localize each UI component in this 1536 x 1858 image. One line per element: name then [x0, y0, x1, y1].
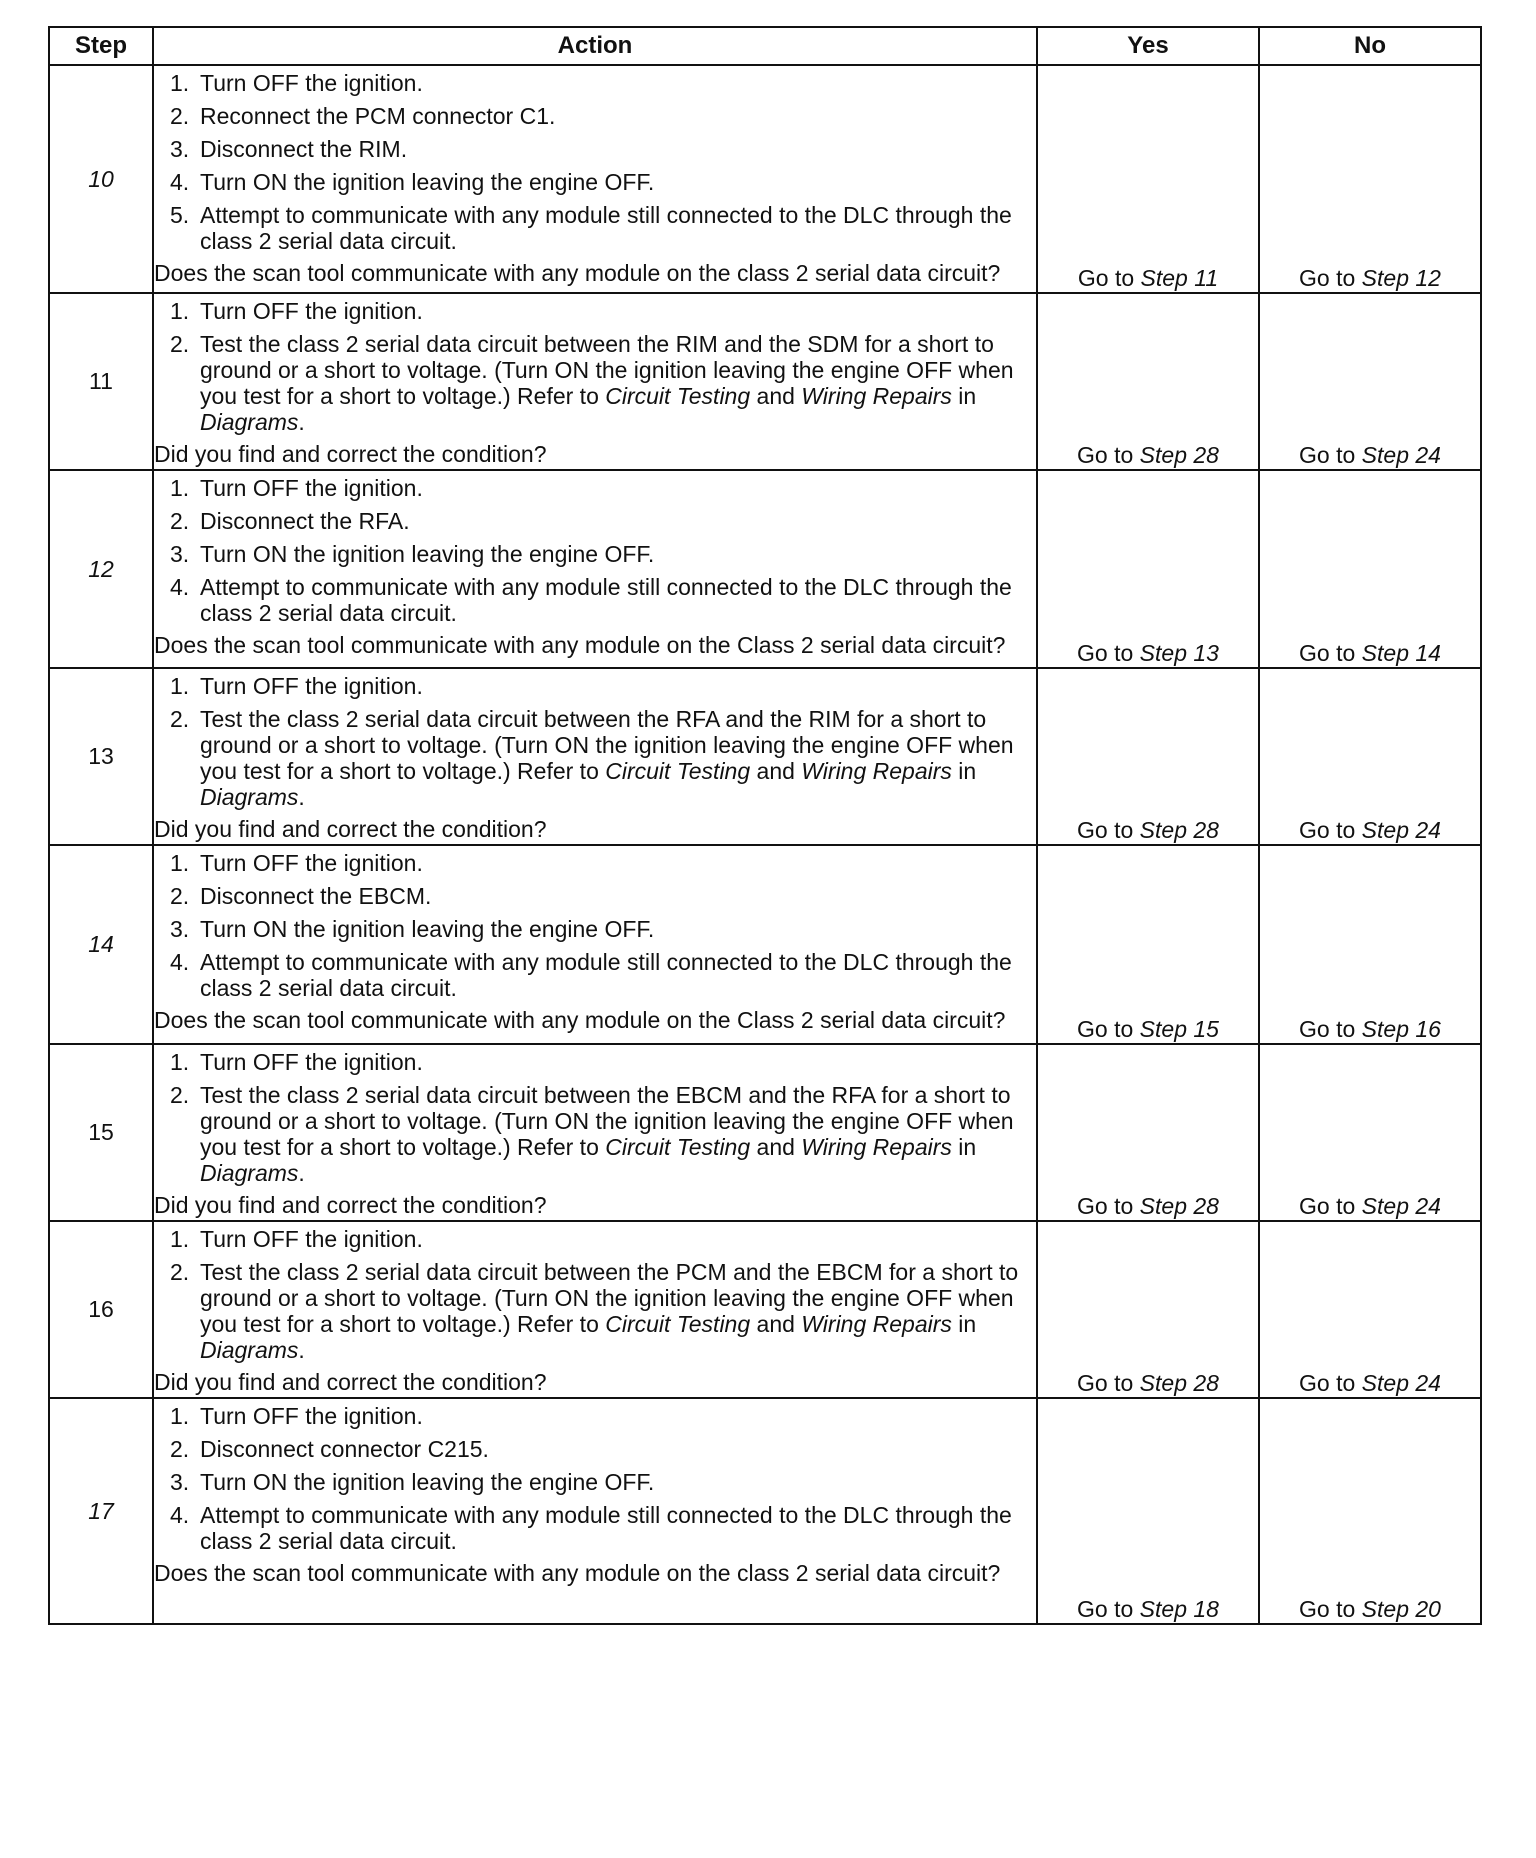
action-text: Disconnect the RFA.: [200, 508, 410, 534]
table-row: [49, 1221, 1481, 1398]
no-cell: [1259, 845, 1481, 1044]
action-cell: [153, 1398, 1037, 1624]
action-item: [154, 541, 1036, 567]
header-no: No: [1259, 27, 1481, 65]
action-item-number: 2.: [170, 508, 190, 534]
header-row: [49, 27, 1481, 65]
go-to-label: Go to: [1299, 640, 1356, 666]
action-text: Test the class 2 serial data circuit between the RFA and the RIM for a short to ground or a short to voltage. (Turn ON the ignition leaving the engine OFF when you test for a short to voltage.) Refer to: [200, 706, 1014, 784]
question-text: Did you find and correct the condition?: [154, 441, 547, 467]
action-item: [154, 1259, 1036, 1363]
action-item-number: 4.: [170, 1502, 190, 1528]
action-text: Reconnect the PCM connector C1.: [200, 103, 556, 129]
action-text: in: [951, 383, 977, 409]
action-item-number: 1.: [170, 298, 190, 324]
action-item-number: 3.: [170, 916, 190, 942]
action-cell: [153, 65, 1037, 293]
step-number: 11: [49, 293, 153, 470]
action-text: and: [750, 1134, 802, 1160]
go-to-label: Go to: [1299, 442, 1356, 468]
action-text: Turn OFF the ignition.: [200, 850, 423, 876]
go-to-label: Go to: [1077, 640, 1134, 666]
no-cell: [1259, 65, 1481, 293]
question-text: Did you find and correct the condition?: [154, 816, 547, 842]
reference-text: Diagrams: [200, 784, 299, 810]
action-list: [154, 70, 1036, 254]
reference-text: Diagrams: [200, 1160, 299, 1186]
go-to-label: Go to: [1077, 442, 1134, 468]
question-text: Does the scan tool communicate with any module on the class 2 serial data circuit?: [154, 260, 1001, 286]
action-item: [154, 331, 1036, 435]
yes-target-step: Step 28: [1139, 1193, 1219, 1219]
yes-target-step: Step 28: [1139, 1370, 1219, 1396]
action-item: [154, 1436, 1036, 1462]
no-cell: [1259, 668, 1481, 845]
action-cell: [153, 293, 1037, 470]
action-cell: [153, 1221, 1037, 1398]
reference-text: Diagrams: [200, 409, 299, 435]
action-list: [154, 1403, 1036, 1554]
no-target-step: Step 24: [1361, 817, 1441, 843]
action-text: in: [951, 758, 977, 784]
yes-target-step: Step 18: [1139, 1596, 1219, 1622]
action-item: [154, 169, 1036, 195]
action-item: [154, 883, 1036, 909]
action-item: [154, 949, 1036, 1001]
reference-text: Circuit Testing: [605, 758, 751, 784]
reference-text: Wiring Repairs: [801, 758, 952, 784]
no-target-step: Step 24: [1361, 1370, 1441, 1396]
action-cell: [153, 1044, 1037, 1221]
yes-cell: [1037, 65, 1259, 293]
action-item: [154, 1226, 1036, 1252]
action-text: Turn ON the ignition leaving the engine OFF.: [200, 916, 655, 942]
question-text: Does the scan tool communicate with any module on the Class 2 serial data circuit?: [154, 632, 1006, 658]
go-to-label: Go to: [1299, 1016, 1356, 1042]
action-item-number: 2.: [170, 1082, 190, 1108]
yes-cell: [1037, 845, 1259, 1044]
action-text: .: [298, 409, 305, 435]
yes-cell: [1037, 470, 1259, 668]
header-action: Action: [153, 27, 1037, 65]
action-item-number: 1.: [170, 475, 190, 501]
action-text: Turn OFF the ignition.: [200, 1226, 423, 1252]
action-text: Turn OFF the ignition.: [200, 1049, 423, 1075]
question-text: Did you find and correct the condition?: [154, 1369, 547, 1395]
action-text: and: [750, 383, 802, 409]
action-item: [154, 1082, 1036, 1186]
step-number: 10: [49, 65, 153, 293]
action-item-number: 3.: [170, 136, 190, 162]
reference-text: Circuit Testing: [605, 1134, 751, 1160]
action-item: [154, 1403, 1036, 1429]
action-item: [154, 202, 1036, 254]
action-item-number: 5.: [170, 202, 190, 228]
action-text: Attempt to communicate with any module still connected to the DLC through the class 2 serial data circuit.: [200, 202, 1012, 254]
action-item-number: 2.: [170, 331, 190, 357]
no-cell: [1259, 470, 1481, 668]
no-target-step: Step 16: [1361, 1016, 1441, 1042]
action-text: Turn ON the ignition leaving the engine OFF.: [200, 1469, 655, 1495]
action-text: Attempt to communicate with any module still connected to the DLC through the class 2 serial data circuit.: [200, 1502, 1012, 1554]
go-to-label: Go to: [1077, 1596, 1134, 1622]
reference-text: Wiring Repairs: [801, 1311, 952, 1337]
yes-target-step: Step 15: [1139, 1016, 1219, 1042]
action-text: Turn OFF the ignition.: [200, 475, 423, 501]
action-item-number: 3.: [170, 541, 190, 567]
action-item: [154, 1469, 1036, 1495]
action-item: [154, 298, 1036, 324]
no-cell: [1259, 1221, 1481, 1398]
yes-target-step: Step 11: [1140, 265, 1219, 291]
action-item-number: 4.: [170, 169, 190, 195]
action-cell: [153, 470, 1037, 668]
action-item: [154, 475, 1036, 501]
action-list: [154, 850, 1036, 1001]
no-target-step: Step 24: [1361, 1193, 1441, 1219]
action-list: [154, 298, 1036, 435]
table-row: [49, 845, 1481, 1044]
action-text: .: [298, 1337, 305, 1363]
go-to-label: Go to: [1077, 1193, 1134, 1219]
go-to-label: Go to: [1077, 1370, 1134, 1396]
action-item: [154, 1049, 1036, 1075]
action-item: [154, 574, 1036, 626]
action-list: [154, 1226, 1036, 1363]
action-item: [154, 706, 1036, 810]
action-text: Turn OFF the ignition.: [200, 70, 423, 96]
step-number: 17: [49, 1398, 153, 1624]
go-to-label: Go to: [1299, 1596, 1356, 1622]
no-cell: [1259, 293, 1481, 470]
action-text: and: [750, 1311, 802, 1337]
action-item-number: 1.: [170, 1403, 190, 1429]
go-to-label: Go to: [1299, 1370, 1356, 1396]
action-text: Turn OFF the ignition.: [200, 298, 423, 324]
table-row: [49, 470, 1481, 668]
action-text: Test the class 2 serial data circuit between the RIM and the SDM for a short to ground or a short to voltage. (Turn ON the ignition leaving the engine OFF when you test for a short to voltage.) Refer to: [200, 331, 1014, 409]
action-list: [154, 673, 1036, 810]
action-text: .: [298, 784, 305, 810]
action-item: [154, 916, 1036, 942]
action-text: in: [951, 1311, 977, 1337]
reference-text: Wiring Repairs: [801, 383, 952, 409]
question-text: Does the scan tool communicate with any module on the class 2 serial data circuit?: [154, 1560, 1001, 1586]
action-item-number: 3.: [170, 1469, 190, 1495]
step-number: 13: [49, 668, 153, 845]
no-target-step: Step 24: [1361, 442, 1441, 468]
header-step: Step: [49, 27, 153, 65]
action-list: [154, 475, 1036, 626]
go-to-label: Go to: [1299, 817, 1356, 843]
action-item-number: 2.: [170, 883, 190, 909]
action-item: [154, 1502, 1036, 1554]
action-item: [154, 136, 1036, 162]
table-row: [49, 65, 1481, 293]
action-text: Test the class 2 serial data circuit between the EBCM and the RFA for a short to ground or a short to voltage. (Turn ON the ignition leaving the engine OFF when you test for a short to voltage.) Refer to: [200, 1082, 1014, 1160]
action-item-number: 4.: [170, 574, 190, 600]
go-to-label: Go to: [1299, 265, 1356, 291]
action-list: [154, 1049, 1036, 1186]
reference-text: Wiring Repairs: [801, 1134, 952, 1160]
no-target-step: Step 14: [1361, 640, 1441, 666]
action-item: [154, 103, 1036, 129]
action-text: Disconnect the RIM.: [200, 136, 408, 162]
action-item-number: 1.: [170, 673, 190, 699]
go-to-label: Go to: [1077, 265, 1135, 291]
reference-text: Circuit Testing: [605, 383, 751, 409]
no-cell: [1259, 1044, 1481, 1221]
action-text: Test the class 2 serial data circuit between the PCM and the EBCM for a short to ground or a short to voltage. (Turn ON the ignition leaving the engine OFF when you test for a short to voltage.) Refer to: [200, 1259, 1019, 1337]
yes-cell: [1037, 1398, 1259, 1624]
action-item-number: 1.: [170, 850, 190, 876]
action-text: .: [298, 1160, 305, 1186]
question-text: Does the scan tool communicate with any module on the Class 2 serial data circuit?: [154, 1007, 1006, 1033]
action-cell: [153, 668, 1037, 845]
action-text: Attempt to communicate with any module still connected to the DLC through the class 2 serial data circuit.: [200, 949, 1012, 1001]
go-to-label: Go to: [1077, 1016, 1134, 1042]
action-item: [154, 850, 1036, 876]
action-item: [154, 70, 1036, 96]
yes-cell: [1037, 668, 1259, 845]
action-text: Turn OFF the ignition.: [200, 673, 423, 699]
question-text: Did you find and correct the condition?: [154, 1192, 547, 1218]
diagnostic-table: [48, 26, 1482, 1625]
yes-cell: [1037, 1221, 1259, 1398]
action-text: Attempt to communicate with any module still connected to the DLC through the class 2 serial data circuit.: [200, 574, 1012, 626]
action-item: [154, 673, 1036, 699]
action-item-number: 1.: [170, 1049, 190, 1075]
go-to-label: Go to: [1077, 817, 1134, 843]
reference-text: Diagrams: [200, 1337, 299, 1363]
action-item-number: 1.: [170, 1226, 190, 1252]
yes-cell: [1037, 1044, 1259, 1221]
yes-cell: [1037, 293, 1259, 470]
action-text: and: [750, 758, 802, 784]
step-number: 15: [49, 1044, 153, 1221]
go-to-label: Go to: [1299, 1193, 1356, 1219]
action-item: [154, 508, 1036, 534]
action-item-number: 1.: [170, 70, 190, 96]
table-row: [49, 1398, 1481, 1624]
no-target-step: Step 12: [1361, 265, 1441, 291]
action-item-number: 2.: [170, 706, 190, 732]
action-item-number: 4.: [170, 949, 190, 975]
table-row: [49, 1044, 1481, 1221]
action-text: Disconnect the EBCM.: [200, 883, 432, 909]
reference-text: Circuit Testing: [605, 1311, 751, 1337]
yes-target-step: Step 13: [1139, 640, 1219, 666]
table-row: [49, 293, 1481, 470]
action-item-number: 2.: [170, 1436, 190, 1462]
no-cell: [1259, 1398, 1481, 1624]
action-text: in: [951, 1134, 977, 1160]
action-item-number: 2.: [170, 103, 190, 129]
no-target-step: Step 20: [1361, 1596, 1441, 1622]
action-text: Turn ON the ignition leaving the engine OFF.: [200, 541, 655, 567]
action-text: Disconnect connector C215.: [200, 1436, 489, 1462]
yes-target-step: Step 28: [1139, 817, 1219, 843]
action-text: Turn ON the ignition leaving the engine OFF.: [200, 169, 655, 195]
action-item-number: 2.: [170, 1259, 190, 1285]
header-yes: Yes: [1037, 27, 1259, 65]
step-number: 14: [49, 845, 153, 1044]
action-text: Turn OFF the ignition.: [200, 1403, 423, 1429]
action-cell: [153, 845, 1037, 1044]
step-number: 16: [49, 1221, 153, 1398]
table-row: [49, 668, 1481, 845]
step-number: 12: [49, 470, 153, 668]
yes-target-step: Step 28: [1139, 442, 1219, 468]
